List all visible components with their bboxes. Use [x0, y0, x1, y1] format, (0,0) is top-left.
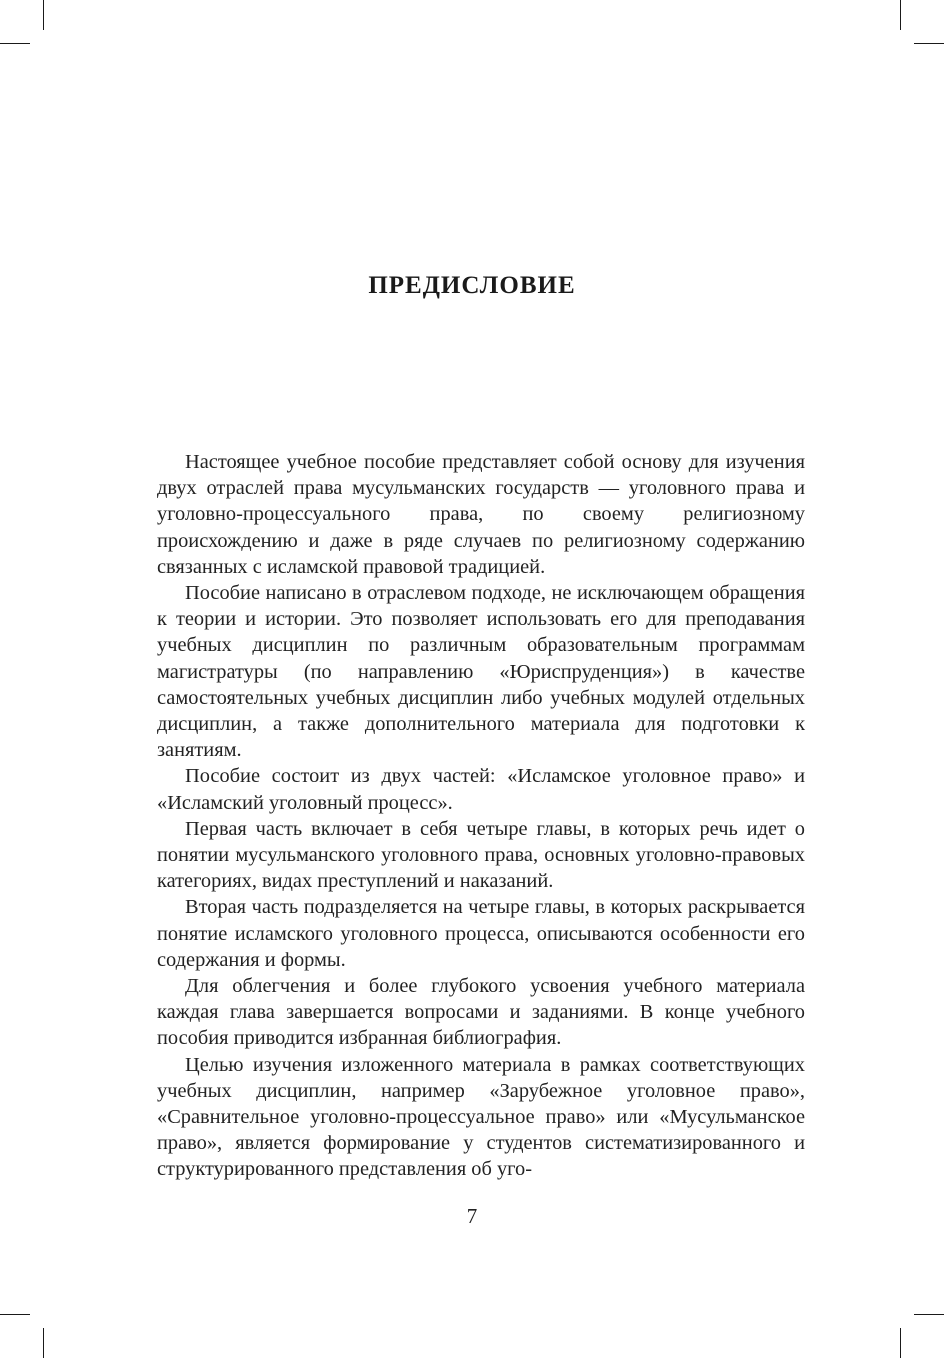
crop-mark-bottom-left-vertical [43, 1328, 44, 1358]
crop-mark-top-right-vertical [900, 0, 901, 30]
crop-mark-top-right-horizontal [914, 43, 944, 44]
paragraph: Пособие написано в отраслевом подходе, не исключающем обращения к теории и истории. Это позволяет использовать его для преподавания учебных дисциплин по различным образовательным программам магистратуры (по направлению «Юриспруденция») в качестве самостоятельных учебных дисциплин либо учебных модулей отдельных дисциплин, а также дополнительного материала для подготовки к занятиям. [157, 582, 805, 762]
page-number: 7 [466, 1204, 478, 1228]
paragraph: Целью изучения изложенного материала в рамках соответствующих учебных дисциплин, например «Зарубежное уголовное право», «Сравнительное уголовно-процессуальное право» или «Мусульманское право», является формирование у студентов систематизированного и структурированного представления об уго- [157, 1053, 805, 1181]
paragraph: Для облегчения и более глубокого усвоения учебного материала каждая глава завершается вопросами и заданиями. В конце учебного пособия приводится избранная библиография. [157, 975, 805, 1050]
paragraph: Первая часть включает в себя четыре главы, в которых речь идет о понятии мусульманского уголовного права, основных уголовно-правовых категориях, видах преступлений и наказаний. [157, 817, 805, 893]
page-title: ПРЕДИСЛОВИЕ [368, 272, 576, 299]
crop-mark-top-left-vertical [43, 0, 44, 30]
crop-mark-bottom-left-horizontal [0, 1314, 30, 1315]
paragraph: Настоящее учебное пособие представляет собой основу для изучения двух отраслей права мусульманских государств — уголовного права и уголовно-процессуального права, по своему религиозному происхождению и даже в ряде случаев по религиозному содержанию связанных с исламской правовой традицией. [157, 451, 805, 578]
paragraph: Пособие состоит из двух частей: «Исламское уголовное право» и «Исламский уголовный процесс». [157, 765, 805, 814]
paragraph: Вторая часть подразделяется на четыре главы, в которых раскрывается понятие исламского уголовного процесса, описываются особенности его содержания и формы. [157, 896, 805, 971]
body-text [157, 449, 805, 1183]
crop-mark-bottom-right-horizontal [914, 1314, 944, 1315]
crop-mark-bottom-right-vertical [900, 1328, 901, 1358]
crop-mark-top-left-horizontal [0, 43, 30, 44]
